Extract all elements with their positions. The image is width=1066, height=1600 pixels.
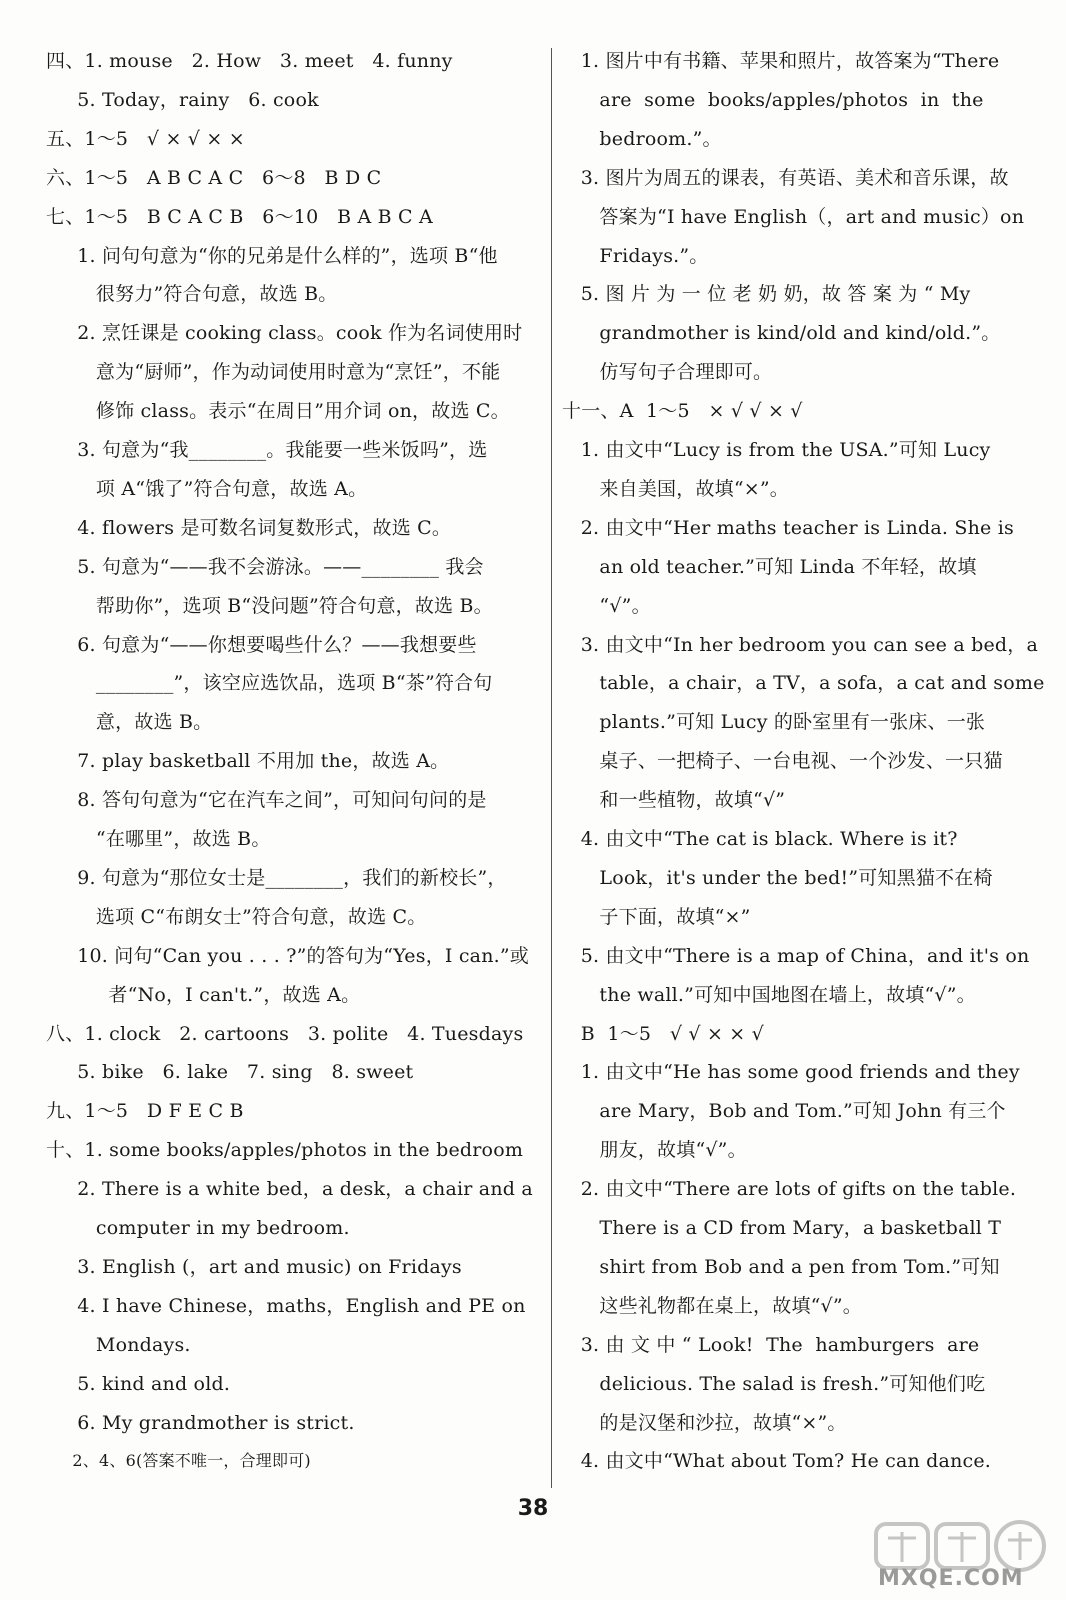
text-line: 3. 图片为周五的课表，有英语、美术和音乐课，故	[562, 167, 1009, 189]
text-line: 4. 由文中“The cat is black. Where is it?	[562, 828, 958, 850]
text-line: 5. 句意为“——我不会游泳。——________ 我会	[46, 556, 484, 578]
watermark-text: MXQE.COM	[878, 1566, 1024, 1591]
text-line: 1. 问句句意为“你的兄弟是什么样的”，选项 B“他	[46, 245, 498, 267]
text-line: are some books/apples/photos in the	[562, 89, 984, 111]
page-number: 38	[517, 1496, 549, 1521]
text-line: 4. 由文中“What about Tom? He can dance.	[562, 1450, 992, 1472]
text-line: 2. 由文中“Her maths teacher is Linda. She is	[562, 517, 1014, 539]
text-line: 的是汉堡和沙拉，故填“×”。	[562, 1412, 847, 1434]
text-line: the wall.”可知中国地图在墙上，故填“√”。	[562, 984, 976, 1006]
text-line: “在哪里”，故选 B。	[46, 828, 271, 850]
text-line: 来自美国，故填“×”。	[562, 478, 789, 500]
text-line: 1. 图片中有书籍、苹果和照片，故答案为“There	[562, 50, 1000, 72]
text-line: 5. bike 6. lake 7. sing 8. sweet	[46, 1061, 414, 1083]
text-line: 四、1. mouse 2. How 3. meet 4. funny	[46, 50, 453, 72]
text-line: 2. 由文中“There are lots of gifts on the table.	[562, 1178, 1017, 1200]
text-line: 5. 图 片 为 一 位 老 奶 奶，故 答 案 为 “ My	[562, 283, 971, 305]
text-line: 7. play basketball 不用加 the，故选 A。	[46, 750, 450, 772]
text-line: There is a CD from Mary，a basketball T	[562, 1217, 1002, 1239]
column-divider	[551, 48, 552, 1488]
text-line: 3. 句意为“我________。我能要一些米饭吗”，选	[46, 439, 488, 461]
text-line: Look，it's under the bed!”可知黑猫不在椅	[562, 867, 993, 889]
text-line: 者“No，I can't.”，故选 A。	[46, 984, 361, 1006]
text-line: 五、1～5 √ × √ × ×	[46, 128, 245, 150]
text-line: 3. 由文中“In her bedroom you can see a bed，a	[562, 634, 1039, 656]
text-line: 8. 答句句意为“它在汽车之间”，可知问句问的是	[46, 789, 487, 811]
text-line: 10. 问句“Can you . . . ?”的答句为“Yes，I can.”或	[46, 945, 529, 967]
text-line: table，a chair，a TV，a sofa，a cat and some	[562, 672, 1045, 694]
text-line: grandmother is kind/old and kind/old.”。	[562, 322, 1001, 344]
text-line: shirt from Bob and a pen from Tom.”可知	[562, 1256, 1000, 1278]
text-line: 八、1. clock 2. cartoons 3. polite 4. Tuesdays	[46, 1023, 524, 1045]
text-line: 2. There is a white bed，a desk，a chair and a	[46, 1178, 533, 1200]
text-line: 6. My grandmother is strict.	[46, 1412, 355, 1434]
text-line: B 1～5 √ √ × × √	[562, 1023, 764, 1045]
text-line: 答案为“I have English（，art and music）on	[562, 206, 1025, 228]
text-line: 仿写句子合理即可。	[562, 361, 773, 383]
text-line: 十一、A 1～5 × √ √ × √	[562, 400, 803, 422]
text-line: 帮助你”，选项 B“没问题”符合句意，故选 B。	[46, 595, 493, 617]
text-line: ________”，该空应选饮品，选项 B“茶”符合句	[46, 672, 493, 694]
text-line: 5. 由文中“There is a map of China，and it's on	[562, 945, 1030, 967]
text-line: 和一些植物，故填“√”	[562, 789, 786, 811]
text-line: Mondays.	[46, 1334, 191, 1356]
text-line: plants.”可知 Lucy 的卧室里有一张床、一张	[562, 711, 986, 733]
text-line: 朋友，故填“√”。	[562, 1139, 747, 1161]
text-line: 4. I have Chinese，maths，English and PE on	[46, 1295, 526, 1317]
text-line: are Mary，Bob and Tom.”可知 John 有三个	[562, 1100, 1006, 1122]
text-line: computer in my bedroom.	[46, 1217, 350, 1239]
text-line: 项 A“饿了”符合句意，故选 A。	[46, 478, 368, 500]
text-line: 3. English (，art and music) on Fridays	[46, 1256, 462, 1278]
text-line: 选项 C“布朗女士”符合句意，故选 C。	[46, 906, 427, 928]
text-line: 6. 句意为“——你想要喝些什么？——我想要些	[46, 634, 477, 656]
text-line: 2. 烹饪课是 cooking class。cook 作为名词使用时	[46, 322, 523, 344]
text-line: 3. 由 文 中 “ Look! The hamburgers are	[562, 1334, 980, 1356]
text-line: 桌子、一把椅子、一台电视、一个沙发、一只猫	[562, 750, 1003, 772]
text-line: 1. 由文中“He has some good friends and they	[562, 1061, 1020, 1083]
text-line: 十、1. some books/apples/photos in the bedroom	[46, 1139, 524, 1161]
text-line: 七、1～5 B C A C B 6～10 B A B C A	[46, 206, 433, 228]
text-line: 九、1～5 D F E C B	[46, 1100, 244, 1122]
text-line: 六、1～5 A B C A C 6～8 B D C	[46, 167, 382, 189]
text-line: bedroom.”。	[562, 128, 722, 150]
text-line: 子下面，故填“×”	[562, 906, 751, 928]
text-line: 意，故选 B。	[46, 711, 213, 733]
text-line: 修饰 class。表示“在周日”用介词 on，故选 C。	[46, 400, 510, 422]
text-line: 很努力”符合句意，故选 B。	[46, 283, 338, 305]
text-line: 意为“厨师”，作为动词使用时意为“烹饪”，不能	[46, 361, 501, 383]
text-line: Fridays.”。	[562, 245, 709, 267]
text-line: 5. Today，rainy 6. cook	[46, 89, 319, 111]
text-line: an old teacher.”可知 Linda 不年轻，故填	[562, 556, 977, 578]
text-line: 4. flowers 是可数名词复数形式，故选 C。	[46, 517, 452, 539]
text-line: delicious. The salad is fresh.”可知他们吃	[562, 1373, 986, 1395]
text-line: 5. kind and old.	[46, 1373, 231, 1395]
text-line: 9. 句意为“那位女士是________，我们的新校长”，	[46, 867, 507, 889]
text-line: “√”。	[562, 595, 651, 617]
text-line: 这些礼物都在桌上，故填“√”。	[562, 1295, 862, 1317]
text-line: 1. 由文中“Lucy is from the USA.”可知 Lucy	[562, 439, 991, 461]
text-line: 2、4、6(答案不唯一，合理即可)	[46, 1451, 311, 1470]
